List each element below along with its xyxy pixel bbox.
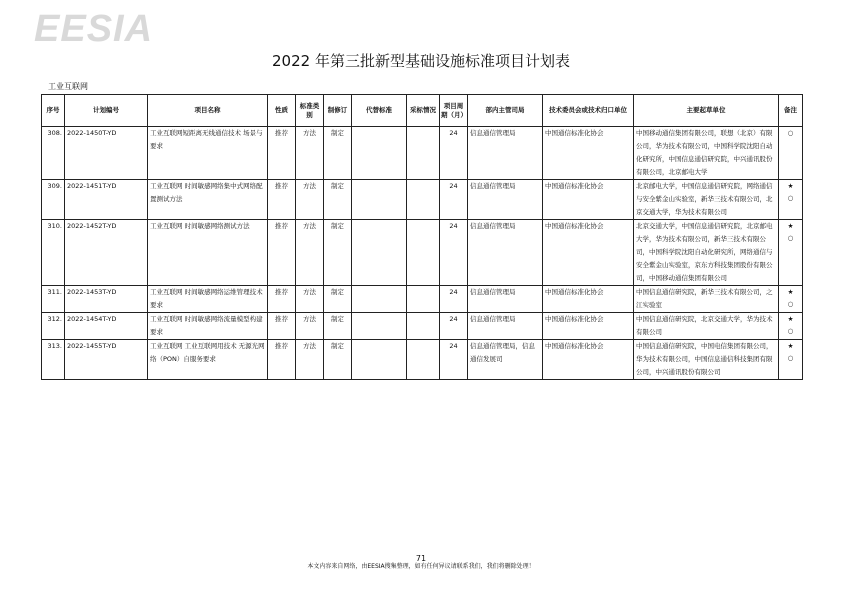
cell-replaced	[352, 286, 407, 313]
table-row	[42, 127, 803, 180]
cell-adopt	[407, 180, 440, 220]
cell-nature: 推荐	[268, 313, 296, 340]
header-standard-type: 标准类别	[296, 95, 324, 127]
cell-plan-no: 2022-1452T-YD	[65, 220, 148, 286]
cell-standard-type: 方法	[296, 180, 324, 220]
cell-committee: 中国通信标准化协会	[543, 127, 634, 180]
cell-seq: 313.	[42, 340, 65, 380]
cell-revise: 制定	[324, 313, 352, 340]
cell-drafter: 北京交通大学，中国信息通信研究院，北京邮电大学，华为技术有限公司，新华三技术有限公司，中国科学院沈阳自动化研究所，网络通信与安全紫金山实验室，京东方科技集团股份有限公司，中国移动通信集团有限公司	[634, 220, 779, 286]
cell-revise: 制定	[324, 340, 352, 380]
cell-nature: 推荐	[268, 180, 296, 220]
cell-period: 24	[440, 180, 468, 220]
cell-dept: 信息通信管理局	[468, 286, 543, 313]
cell-revise: 制定	[324, 286, 352, 313]
cell-nature: 推荐	[268, 127, 296, 180]
cell-project-name: 工业互联网 时间敏感网络运维管理技术要求	[148, 286, 268, 313]
cell-plan-no: 2022-1454T-YD	[65, 313, 148, 340]
cell-remark: ★ ○	[779, 313, 803, 340]
cell-project-name: 工业互联网 工业互联网用技术 无源光网络（PON）自服务要求	[148, 340, 268, 380]
cell-remark: ★ ○	[779, 220, 803, 286]
table-row	[42, 340, 803, 380]
cell-drafter: 中国移动通信集团有限公司，联想（北京）有限公司，华为技术有限公司，中国科学院沈阳自动化研究所，中国信息通信研究院，中兴通讯股份有限公司，北京邮电大学	[634, 127, 779, 180]
cell-standard-type: 方法	[296, 313, 324, 340]
cell-adopt	[407, 313, 440, 340]
cell-nature: 推荐	[268, 220, 296, 286]
cell-plan-no: 2022-1453T-YD	[65, 286, 148, 313]
table-row	[42, 286, 803, 313]
cell-project-name: 工业互联网 时间敏感网络集中式网络配置测试方法	[148, 180, 268, 220]
table-row	[42, 220, 803, 286]
header-replaced: 代替标准	[352, 95, 407, 127]
cell-remark: ○	[779, 127, 803, 180]
cell-period: 24	[440, 286, 468, 313]
cell-plan-no: 2022-1455T-YD	[65, 340, 148, 380]
cell-committee: 中国通信标准化协会	[543, 313, 634, 340]
cell-committee: 中国通信标准化协会	[543, 286, 634, 313]
cell-project-name: 工业互联网 时间敏感网络测试方法	[148, 220, 268, 286]
header-nature: 性质	[268, 95, 296, 127]
cell-dept: 信息通信管理局	[468, 220, 543, 286]
footer-note: 本文内容来自网络，由EESIA搜集整理，如有任何异议请联系我们，我们将删除处理！	[307, 563, 535, 570]
cell-adopt	[407, 286, 440, 313]
cell-project-name: 工业互联网短距离无线通信技术 场景与要求	[148, 127, 268, 180]
cell-standard-type: 方法	[296, 127, 324, 180]
cell-replaced	[352, 313, 407, 340]
cell-standard-type: 方法	[296, 340, 324, 380]
cell-dept: 信息通信管理局	[468, 127, 543, 180]
cell-period: 24	[440, 340, 468, 380]
table-header-row	[42, 95, 803, 127]
header-plan-no: 计划编号	[65, 95, 148, 127]
cell-nature: 推荐	[268, 340, 296, 380]
header-revise: 制修订	[324, 95, 352, 127]
cell-seq: 309.	[42, 180, 65, 220]
cell-standard-type: 方法	[296, 220, 324, 286]
cell-dept: 信息通信管理局	[468, 180, 543, 220]
cell-replaced	[352, 180, 407, 220]
cell-seq: 311.	[42, 286, 65, 313]
cell-committee: 中国通信标准化协会	[543, 180, 634, 220]
header-committee: 技术委员会或技术归口单位	[543, 95, 634, 127]
cell-revise: 制定	[324, 127, 352, 180]
cell-period: 24	[440, 127, 468, 180]
cell-revise: 制定	[324, 220, 352, 286]
header-remark: 备注	[779, 95, 803, 127]
header-project-name: 项目名称	[148, 95, 268, 127]
cell-revise: 制定	[324, 180, 352, 220]
page-number: 71	[415, 554, 427, 563]
cell-project-name: 工业互联网 时间敏感网络流量模型构建要求	[148, 313, 268, 340]
cell-seq: 310.	[42, 220, 65, 286]
cell-drafter: 中国信息通信研究院，北京交通大学，华为技术有限公司	[634, 313, 779, 340]
cell-plan-no: 2022-1450T-YD	[65, 127, 148, 180]
header-period: 项目周期（月）	[440, 95, 468, 127]
cell-committee: 中国通信标准化协会	[543, 220, 634, 286]
cell-seq: 308.	[42, 127, 65, 180]
cell-period: 24	[440, 220, 468, 286]
cell-drafter: 中国信息通信研究院，中国电信集团有限公司，华为技术有限公司，中国信息通信科技集团有限公司，中兴通讯股份有限公司	[634, 340, 779, 380]
cell-nature: 推荐	[268, 286, 296, 313]
cell-plan-no: 2022-1451T-YD	[65, 180, 148, 220]
cell-committee: 中国通信标准化协会	[543, 340, 634, 380]
cell-remark: ★ ○	[779, 180, 803, 220]
page-title: 2022 年第三批新型基础设施标准项目计划表	[272, 52, 570, 70]
header-adopt: 采标情况	[407, 95, 440, 127]
cell-remark: ★ ○	[779, 340, 803, 380]
header-seq: 序号	[42, 95, 65, 127]
eesia-logo: EESIA	[34, 8, 154, 50]
cell-replaced	[352, 127, 407, 180]
cell-replaced	[352, 220, 407, 286]
cell-drafter: 北京邮电大学，中国信息通信研究院，网络通信与安全紫金山实验室，新华三技术有限公司，北京交通大学，华为技术有限公司	[634, 180, 779, 220]
cell-drafter: 中国信息通信研究院，新华三技术有限公司，之江实验室	[634, 286, 779, 313]
header-drafter: 主要起草单位	[634, 95, 779, 127]
cell-period: 24	[440, 313, 468, 340]
cell-adopt	[407, 340, 440, 380]
table-row	[42, 313, 803, 340]
table-row	[42, 180, 803, 220]
cell-adopt	[407, 220, 440, 286]
cell-remark: ★ ○	[779, 286, 803, 313]
cell-seq: 312.	[42, 313, 65, 340]
standards-plan-table	[41, 94, 803, 380]
cell-replaced	[352, 340, 407, 380]
header-dept: 部内主管司局	[468, 95, 543, 127]
cell-adopt	[407, 127, 440, 180]
cell-dept: 信息通信管理局，信息通信发展司	[468, 340, 543, 380]
category-label: 工业互联网	[48, 82, 88, 91]
cell-dept: 信息通信管理局	[468, 313, 543, 340]
cell-standard-type: 方法	[296, 286, 324, 313]
